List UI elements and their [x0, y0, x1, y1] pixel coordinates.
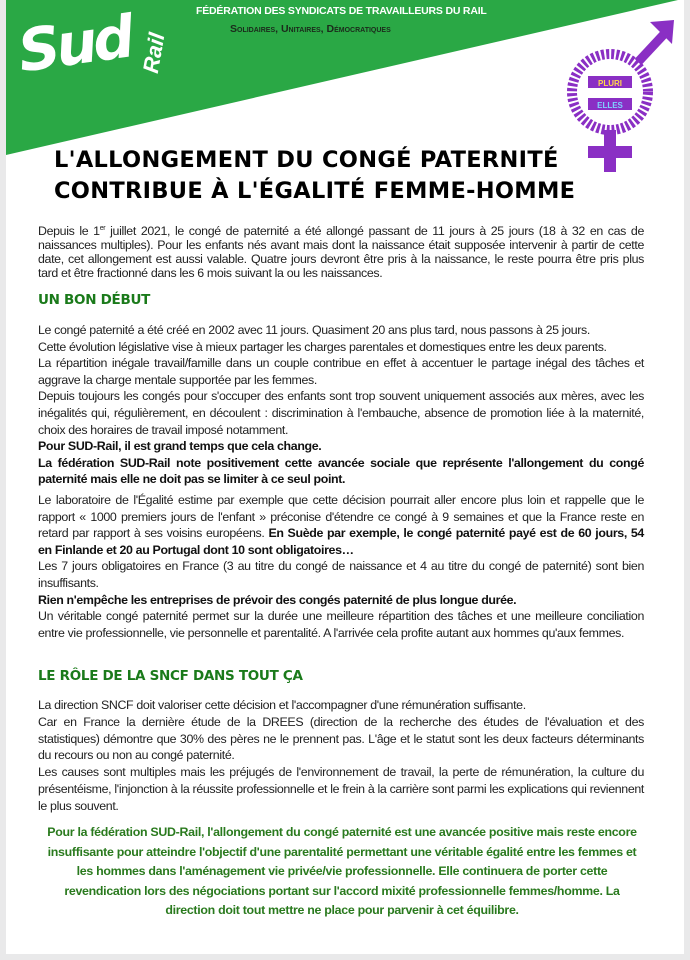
page-title	[54, 145, 575, 207]
badge-top-text: PLURI	[598, 79, 622, 88]
sud-logo: Sud	[13, 2, 135, 86]
badge-bottom-text: ELLES	[597, 101, 623, 110]
paragraph-bold: La fédération SUD-Rail note positivement cette avancée sociale que représente l'allongement du congé paternité mais elle ne doit pas se limiter à ce seul point.	[38, 455, 644, 487]
section-heading-role-sncf: LE RÔLE DE LA SNCF DANS TOUT ÇA	[38, 668, 303, 684]
section-1-body	[38, 322, 644, 641]
section-2-body	[38, 697, 644, 815]
paragraph-bold: Pour SUD-Rail, il est grand temps que cela change.	[38, 439, 322, 454]
intro-text-2: juillet 2021, le congé de paternité a été allongé passant de 11 jours à 25 jours (18 à 32 en cas de naissances multiples). Pour les enfants nés avant mais dont la naissance était supposée intervenir à partir de cette date, cet allongement est aussi valable. Quatre jours devront être pris à la naissance, le reste pourra être pris plus tard et être fractionné dans les 6 mois suivant la ou les naissances.	[38, 224, 644, 281]
paragraph: La répartition inégale travail/famille dans un couple contribue en effet à accentuer le partage inégal des tâches et aggrave la charge mentale supportée par les femmes.	[38, 356, 644, 387]
paragraph: Depuis toujours les congés pour s'occuper des enfants sont trop souvent uniquement associés aux mères, avec les inégalités qui, régulièrement, en découlent : discrimination à l'embauche, absence de promotion liée à la maternité, choix des horaires de travail imposé notamment.	[38, 389, 644, 437]
federation-name: FÉDÉRATION DES SYNDICATS DE TRAVAILLEURS DU RAIL	[196, 5, 487, 17]
section-heading-bon-debut: UN BON DÉBUT	[38, 292, 151, 308]
paragraph: Cette évolution législative vise à mieux partager les charges parentales et domestiques entre les deux parents.	[38, 339, 607, 354]
title-line-2: CONTRIBUE À L'ÉGALITÉ FEMME-HOMME	[54, 178, 576, 204]
pluri-elles-gender-symbol-icon	[558, 18, 678, 178]
paragraph: Un véritable congé paternité permet sur la durée une meilleure répartition des tâches et une meilleure conciliation entre vie professionnelle, vie personnelle et parentalité. A l'arrivée cela profite autant aux hommes qu'aux femmes.	[38, 609, 644, 640]
rail-logo: Rail	[137, 30, 170, 75]
paragraph: Le congé paternité a été créé en 2002 avec 11 jours. Quasiment 20 ans plus tard, nous passons à 25 jours.	[38, 323, 590, 337]
paragraph: Les 7 jours obligatoires en France (3 au titre du congé de naissance et 4 au titre du congé de paternité) sont bien insuffisants.	[38, 559, 644, 590]
title-line-1: L'ALLONGEMENT DU CONGÉ PATERNITÉ	[54, 147, 559, 173]
paragraph-bold: Rien n'empêche les entreprises de prévoir des congés paternité de plus longue durée.	[38, 592, 517, 607]
paragraph: Les causes sont multiples mais les préjugés de l'environnement de travail, la perte de rémunération, la culture du présentéisme, l'injonction à la réussite professionnelle et le frein à la carrière sont parmi les explications qui reviennent le plus souvent.	[38, 765, 644, 813]
paragraph: Car en France la dernière étude de la DREES (direction de la recherche des études de l'évaluation et des statistiques) démontre que 30% des pères ne le prennent pas. L'âge et le statut sont les deux facteurs déterminants du recours ou non au congé paternité.	[38, 714, 644, 763]
intro-paragraph	[38, 222, 644, 280]
conclusion-paragraph: Pour la fédération SUD-Rail, l'allongement du congé paternité est une avancée positive mais reste encore insuffisante pour atteindre l'objectif d'une parentalité permettant une véritable égalité entre les femmes et les hommes dans l'aménagement vie privée/vie professionnelle. Elle continuera de porter cette revendication lors des négociations portant sur l'accord mixité professionnelle femmes/homme. La direction doit tout mettre ne place pour parvenir à cet équilibre.	[47, 825, 637, 917]
intro-sup: er	[99, 225, 106, 232]
document-page	[6, 0, 684, 954]
paragraph: Le laboratoire de l'Égalité estime par exemple que cette décision pourrait aller encore plus loin et rappelle que le rapport « 1000 premiers jours de l'enfant » préconise d'étendre ce congé à 9 semaines et que la France reste en retard par rapport à ses voisins européens.	[38, 492, 644, 541]
intro-text: Depuis le 1	[38, 224, 100, 239]
federation-tagline: Solidaires, Unitaires, Démocratiques	[230, 23, 391, 35]
paragraph: La direction SNCF doit valoriser cette décision et l'accompagner d'une rémunération suffisante.	[38, 698, 526, 712]
paragraph-bold: En Suède par exemple, le congé paternité payé est de 60 jours, 54 en Finlande et 20 au Portugal dont 10 sont obligatoires…	[38, 526, 644, 557]
